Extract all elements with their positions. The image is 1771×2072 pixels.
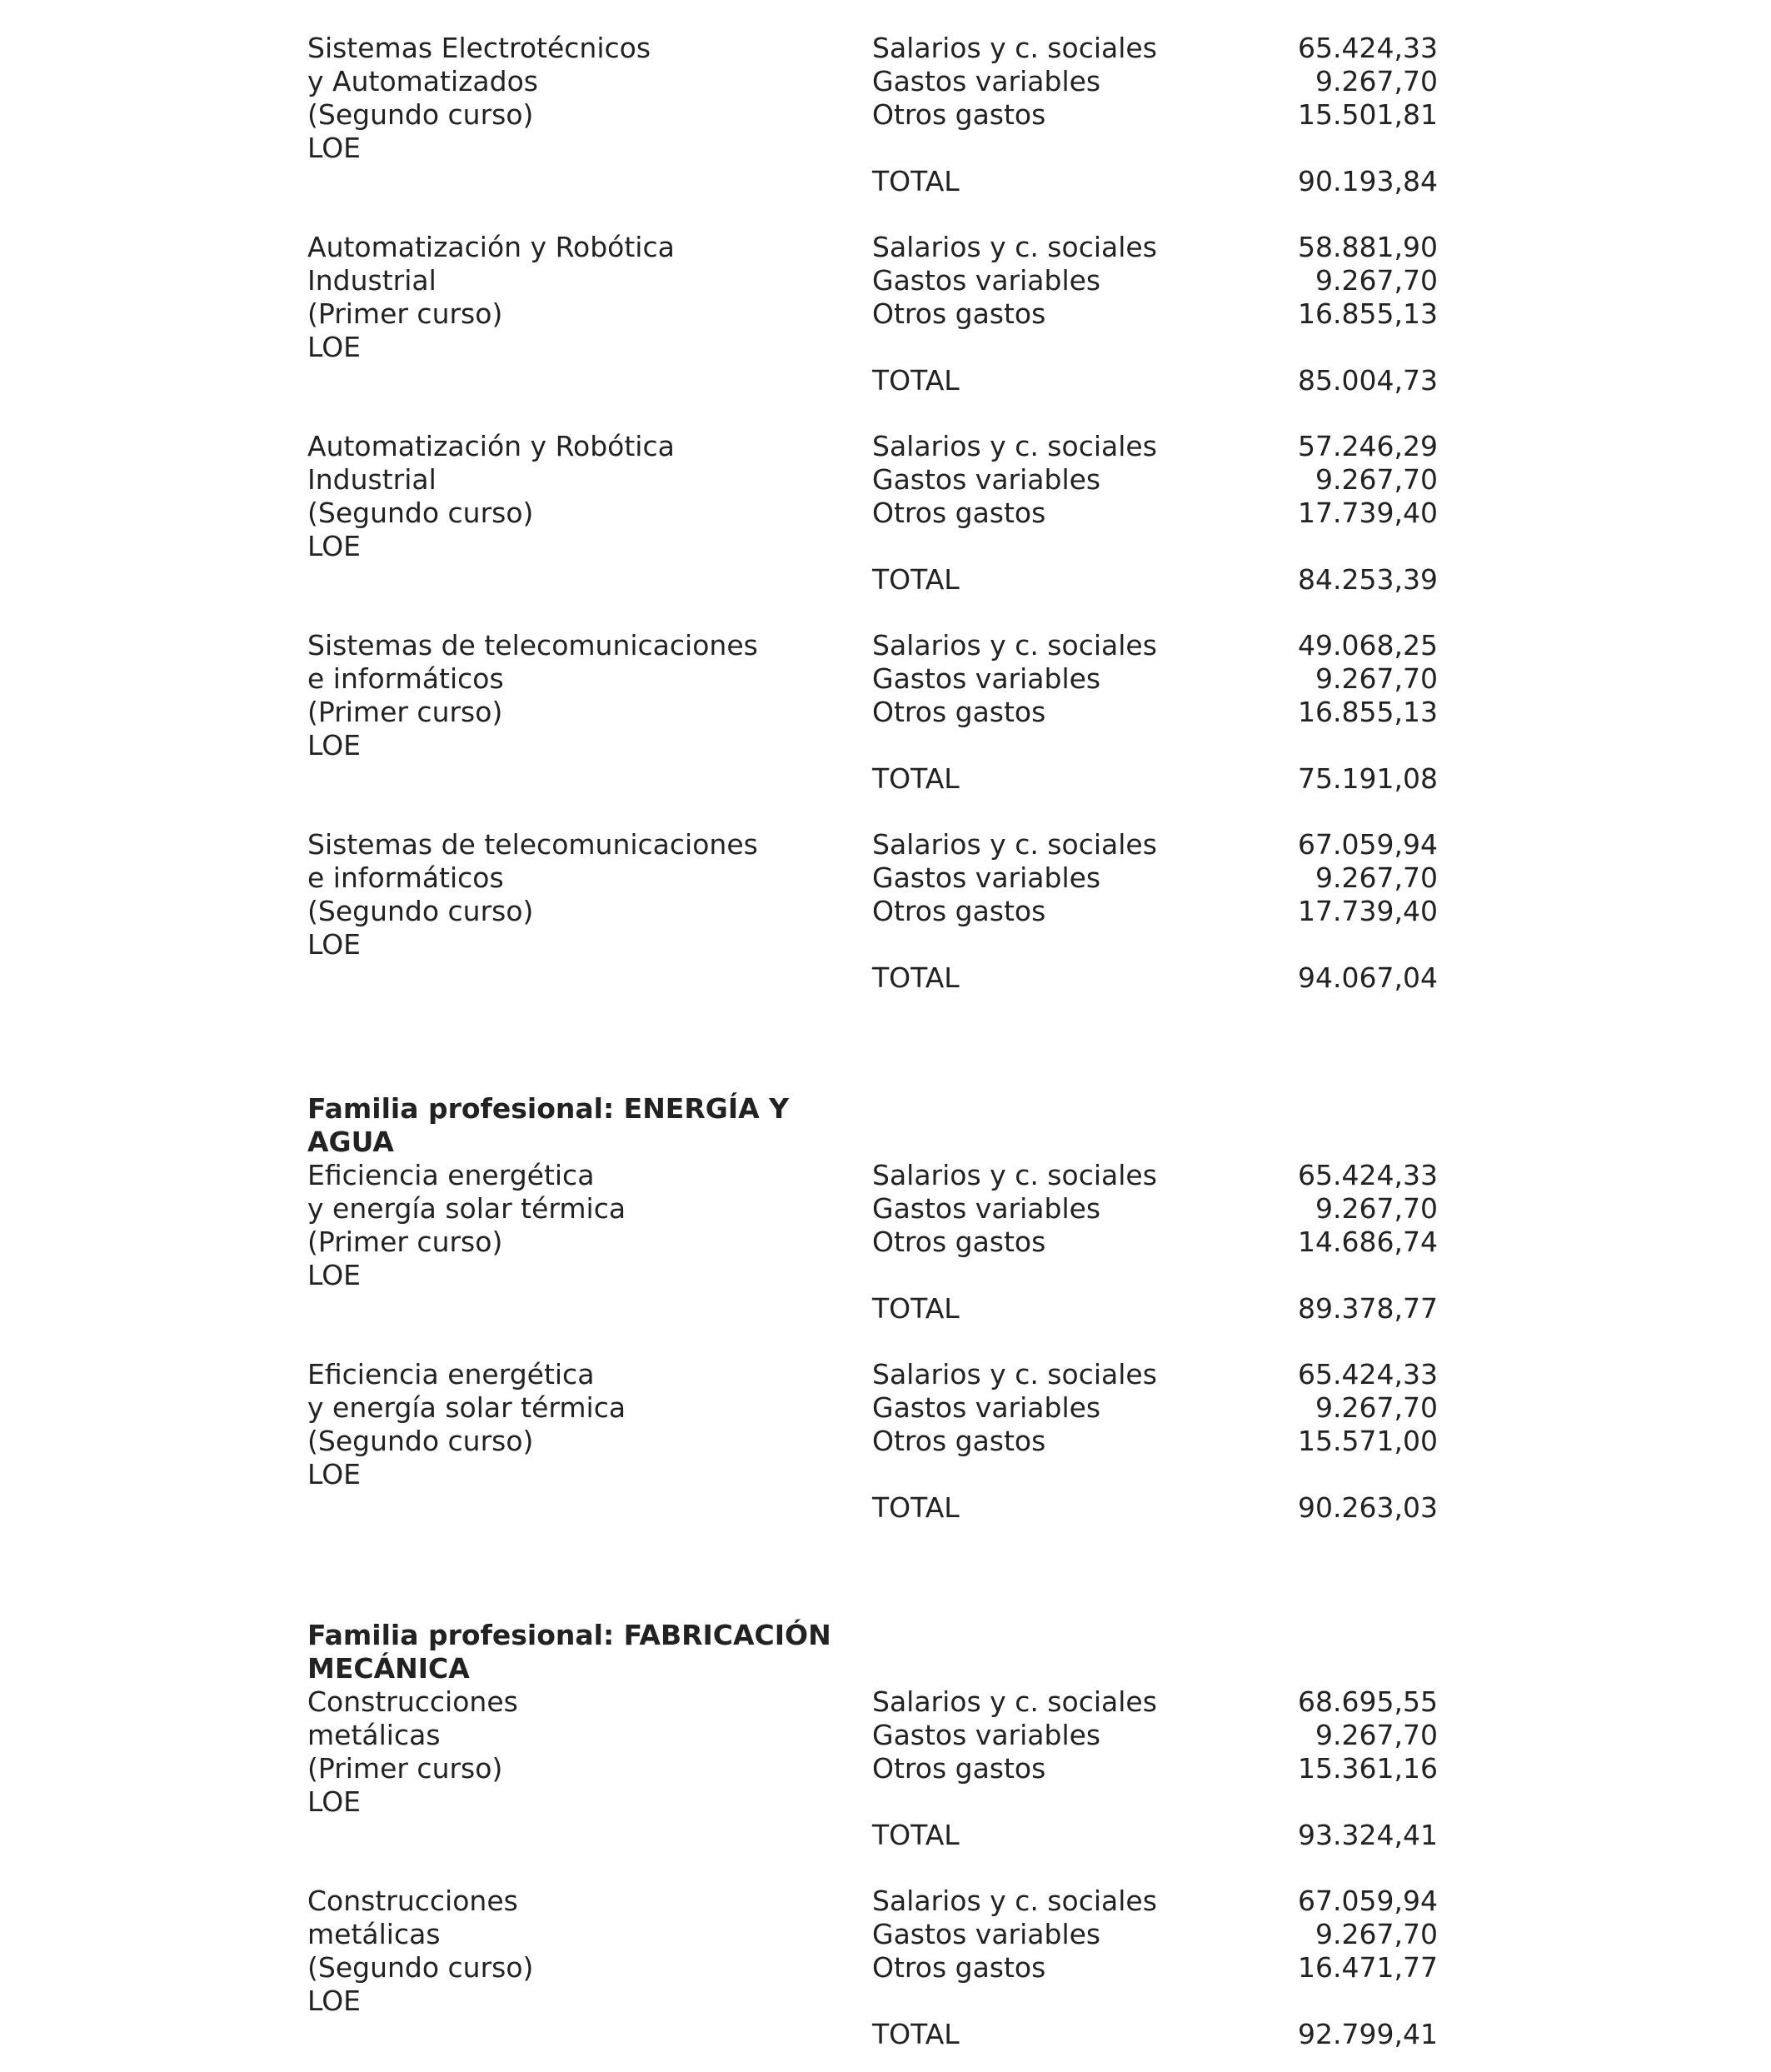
program-name-line: Eficiencia energética [307,1358,595,1390]
total-value: 94.067,04 [1298,961,1438,994]
cost-label: Otros gastos [872,895,1046,927]
program-name-line: Industrial [307,463,437,496]
total-label: TOTAL [872,364,960,397]
cost-value: 16.471,77 [1298,1951,1438,1984]
program-name-line: Sistemas Electrotécnicos [307,32,651,64]
cost-value: 9.267,70 [1315,1918,1438,1950]
course-year: (Segundo curso) [307,1951,534,1984]
cost-value: 58.881,90 [1298,231,1438,263]
total-label: TOTAL [872,762,960,795]
cost-value: 49.068,25 [1298,629,1438,662]
cost-value: 9.267,70 [1315,264,1438,297]
cost-label: Otros gastos [872,297,1046,330]
law-tag: LOE [307,928,362,961]
cost-label: Gastos variables [872,65,1101,97]
total-value: 90.193,84 [1298,165,1438,197]
cost-value: 16.855,13 [1298,297,1438,330]
cost-label: Otros gastos [872,696,1046,728]
program-name-line: e informáticos [307,861,504,894]
cost-label: Salarios y c. sociales [872,32,1157,64]
cost-value: 9.267,70 [1315,861,1438,894]
cost-value: 9.267,70 [1315,1192,1438,1225]
cost-value: 17.739,40 [1298,497,1438,529]
cost-label: Otros gastos [872,1226,1046,1258]
program-name-line: Sistemas de telecomunicaciones [307,828,758,861]
course-year: (Segundo curso) [307,895,534,927]
total-label: TOTAL [872,1819,960,1851]
program-name-line: metálicas [307,1918,441,1950]
law-tag: LOE [307,1458,362,1490]
family-heading: Familia profesional: ENERGÍA Y AGUA [307,1092,790,1158]
cost-label: Salarios y c. sociales [872,1358,1157,1390]
cost-label: Salarios y c. sociales [872,629,1157,662]
cost-value: 9.267,70 [1315,463,1438,496]
cost-value: 15.361,16 [1298,1752,1438,1785]
cost-value: 15.501,81 [1298,98,1438,131]
cost-label: Gastos variables [872,1719,1101,1751]
total-label: TOTAL [872,961,960,994]
law-tag: LOE [307,530,362,562]
course-year: (Segundo curso) [307,1425,534,1457]
family-heading: Familia profesional: FABRICACIÓN MECÁNICA [307,1619,831,1685]
cost-value: 65.424,33 [1298,32,1438,64]
cost-label: Gastos variables [872,1192,1101,1225]
course-year: (Primer curso) [307,1226,503,1258]
cost-value: 9.267,70 [1315,1719,1438,1751]
cost-label: Salarios y c. sociales [872,1159,1157,1191]
cost-value: 67.059,94 [1298,828,1438,861]
program-name-line: y energía solar térmica [307,1192,626,1225]
course-year: (Primer curso) [307,1752,503,1785]
course-year: (Segundo curso) [307,98,534,131]
total-label: TOTAL [872,2018,960,2050]
cost-label: Otros gastos [872,497,1046,529]
program-name-line: y energía solar térmica [307,1391,626,1424]
cost-label: Gastos variables [872,1391,1101,1424]
cost-label: Gastos variables [872,1918,1101,1950]
program-name-line: Industrial [307,264,437,297]
course-year: (Segundo curso) [307,497,534,529]
total-value: 85.004,73 [1298,364,1438,397]
program-name-line: y Automatizados [307,65,538,97]
program-name-line: metálicas [307,1719,441,1751]
cost-value: 14.686,74 [1298,1226,1438,1258]
program-name-line: Automatización y Robótica [307,430,675,462]
total-value: 92.799,41 [1298,2018,1438,2050]
total-value: 90.263,03 [1298,1491,1438,1524]
law-tag: LOE [307,729,362,761]
cost-label: Salarios y c. sociales [872,1885,1157,1917]
program-name-line: Construcciones [307,1885,518,1917]
total-value: 93.324,41 [1298,1819,1438,1851]
cost-value: 16.855,13 [1298,696,1438,728]
cost-label: Otros gastos [872,98,1046,131]
course-year: (Primer curso) [307,297,503,330]
cost-label: Gastos variables [872,264,1101,297]
cost-value: 68.695,55 [1298,1685,1438,1718]
cost-label: Otros gastos [872,1425,1046,1457]
total-label: TOTAL [872,1491,960,1524]
program-name-line: Construcciones [307,1685,518,1718]
program-name-line: Automatización y Robótica [307,231,675,263]
law-tag: LOE [307,1985,362,2017]
cost-value: 65.424,33 [1298,1159,1438,1191]
cost-label: Gastos variables [872,463,1101,496]
law-tag: LOE [307,1259,362,1291]
cost-label: Salarios y c. sociales [872,231,1157,263]
total-label: TOTAL [872,563,960,596]
cost-label: Gastos variables [872,861,1101,894]
program-name-line: Eficiencia energética [307,1159,595,1191]
cost-value: 9.267,70 [1315,65,1438,97]
total-label: TOTAL [872,1292,960,1325]
cost-label: Otros gastos [872,1752,1046,1785]
cost-label: Salarios y c. sociales [872,1685,1157,1718]
total-value: 84.253,39 [1298,563,1438,596]
law-tag: LOE [307,1785,362,1818]
cost-value: 67.059,94 [1298,1885,1438,1917]
law-tag: LOE [307,331,362,363]
course-year: (Primer curso) [307,696,503,728]
cost-label: Salarios y c. sociales [872,828,1157,861]
cost-label: Otros gastos [872,1951,1046,1984]
total-value: 75.191,08 [1298,762,1438,795]
cost-value: 9.267,70 [1315,1391,1438,1424]
cost-value: 15.571,00 [1298,1425,1438,1457]
cost-value: 57.246,29 [1298,430,1438,462]
program-name-line: e informáticos [307,662,504,695]
law-tag: LOE [307,132,362,164]
total-label: TOTAL [872,165,960,197]
cost-value: 65.424,33 [1298,1358,1438,1390]
cost-label: Salarios y c. sociales [872,430,1157,462]
cost-value: 9.267,70 [1315,662,1438,695]
cost-label: Gastos variables [872,662,1101,695]
total-value: 89.378,77 [1298,1292,1438,1325]
program-name-line: Sistemas de telecomunicaciones [307,629,758,662]
cost-value: 17.739,40 [1298,895,1438,927]
